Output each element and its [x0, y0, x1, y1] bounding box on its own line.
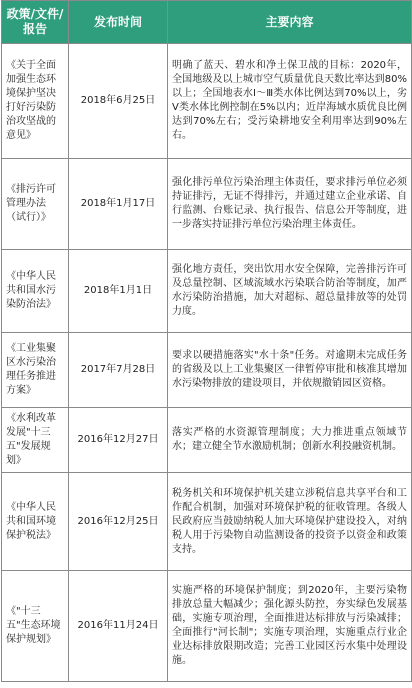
publish-date-cell: 2018年1月1日 — [69, 250, 168, 333]
table-row — [2, 571, 412, 682]
policy-name-cell: 《中华人民共和国环境保护税法》 — [2, 473, 69, 571]
table-row — [2, 333, 412, 408]
header-policy: 政策/文件/报告 — [2, 1, 69, 44]
main-content-cell: 强化排污单位污染治理主体责任，要求排污单位必须持证排污，无证不得排污，并通过建立企业承诺、自行监测、台账记录、执行报告、信息公开等制度，进一步落实持证排污单位污染治理主体责任。 — [168, 159, 412, 250]
table-header-row — [2, 1, 412, 44]
table-row — [2, 159, 412, 250]
publish-date-cell: 2018年1月17日 — [69, 159, 168, 250]
policy-name-cell: 《水利改革发展"十三五"发展规划》 — [2, 408, 69, 473]
header-content: 主要内容 — [168, 1, 412, 44]
table-row — [2, 408, 412, 473]
publish-date-cell: 2016年11月24日 — [69, 571, 168, 682]
table-row — [2, 473, 412, 571]
policy-name-cell: 《中华人民共和国水污染防治法》 — [2, 250, 69, 333]
table-row — [2, 250, 412, 333]
main-content-cell: 税务机关和环境保护机关建立涉税信息共享平台和工作配合机制，加强对环境保护税的征收管理。各级人民政府应当鼓励纳税人加大环境保护建设投入，对纳税人用于污染物自动监测设备的投资予以资金和政策支持。 — [168, 473, 412, 571]
table-row — [2, 44, 412, 159]
publish-date-cell: 2017年7月28日 — [69, 333, 168, 408]
policy-table — [1, 0, 412, 682]
publish-date-cell: 2016年12月27日 — [69, 408, 168, 473]
header-date: 发布时间 — [69, 1, 168, 44]
policy-name-cell: 《关于全面加强生态环境保护坚决打好污染防治攻坚战的意见》 — [2, 44, 69, 159]
publish-date-cell: 2018年6月25日 — [69, 44, 168, 159]
main-content-cell: 落实严格的水资源管理制度；大力推进重点领域节水；建立健全节水激励机制；创新水利投融资机制。 — [168, 408, 412, 473]
main-content-cell: 实施严格的环境保护制度；到2020年，主要污染物排放总量大幅减少；强化源头防控，夯实绿色发展基础，实施专项治理，全面推进达标排放与污染减排；全面推行"河长制"；实施专项治理，实施重点行业企业达标排放限期改造；完善工业园区污水集中处理设施。 — [168, 571, 412, 682]
policy-name-cell: 《排污许可管理办法（试行）》 — [2, 159, 69, 250]
main-content-cell: 强化地方责任，突出饮用水安全保障，完善排污许可及总量控制、区域流域水污染联合防治等制度，加严水污染防治措施，加大对超标、超总量排放等的处罚力度。 — [168, 250, 412, 333]
main-content-cell: 明确了蓝天、碧水和净土保卫战的目标：2020年，全国地级及以上城市空气质量优良天数比率达到80%以上；全国地表水Ⅰ～Ⅲ类水体比例达到70%以上，劣Ⅴ类水体比例控制在5%以内；近岸海域水质优良比例达到70%左右；受污染耕地安全利用率达到90%左右。 — [168, 44, 412, 159]
publish-date-cell: 2016年12月25日 — [69, 473, 168, 571]
policy-name-cell: 《工业集聚区水污染治理任务推进方案》 — [2, 333, 69, 408]
main-content-cell: 要求以硬措施落实"水十条"任务。对逾期未完成任务的省级及以上工业集聚区一律暂停审批和核准其增加水污染物排放的建设项目，并依规撤销园区资格。 — [168, 333, 412, 408]
policy-name-cell: 《"十三五"生态环境保护规划》 — [2, 571, 69, 682]
